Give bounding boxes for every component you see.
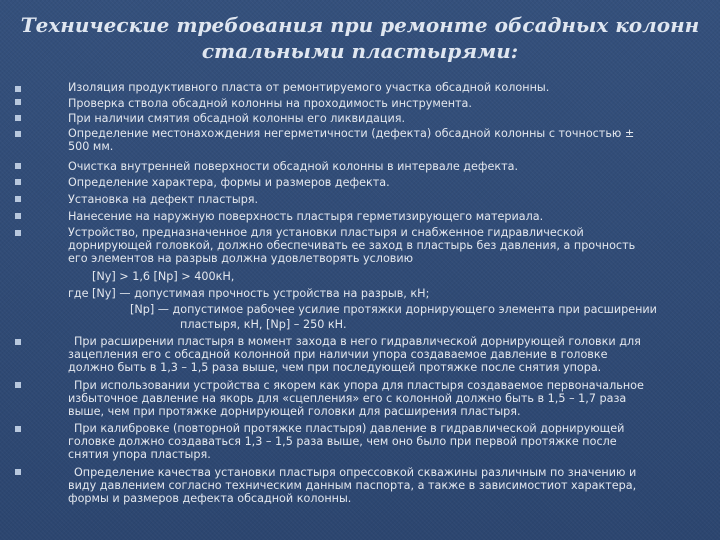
list-item-text: его элементов на разрыв должна удовлетворять условию <box>68 252 414 265</box>
square-bullet-icon <box>15 230 21 236</box>
square-bullet-icon <box>15 99 21 105</box>
square-bullet-icon <box>15 213 21 219</box>
list-item-text: формы и размеров дефекта обсадной колонны. <box>68 492 352 505</box>
square-bullet-icon <box>15 115 21 121</box>
square-bullet-icon <box>15 131 21 137</box>
title-line-1: Технические требования при ремонте обсадных колонн <box>20 13 700 37</box>
list-item-text: Очистка внутренней поверхности обсадной колонны в интервале дефекта. <box>68 160 519 173</box>
list-item-text: снятия упора пластыря. <box>68 448 211 461</box>
list-item-text: Изоляция продуктивного пласта от ремонтируемого участка обсадной колонны. <box>68 81 550 94</box>
formula-note: где [Ny] — допустимая прочность устройства на разрыв, кН; <box>68 287 430 300</box>
list-item-text: дорнирующей головкой, должно обеспечивать ее заход в пластырь без давления, а прочность <box>68 239 636 252</box>
square-bullet-icon <box>15 382 21 388</box>
list-item-text: Установка на дефект пластыря. <box>68 193 259 206</box>
formula-note: [Np] — допустимое рабочее усилие протяжки дорнирующего элемента при расширении <box>130 303 657 316</box>
list-item-text: При калибровке (повторной протяжке пластыря) давление в гидравлической дорнирующей <box>74 422 625 435</box>
square-bullet-icon <box>15 339 21 345</box>
list-item-text: головке должно создаваться 1,3 – 1,5 раза выше, чем оно было при первой протяжке после <box>68 435 617 448</box>
list-item-text: Проверка ствола обсадной колонны на проходимость инструмента. <box>68 97 472 110</box>
list-item-text: Устройство, предназначенное для установки пластыря и снабженное гидравлической <box>68 226 584 239</box>
square-bullet-icon <box>15 86 21 92</box>
list-item-text: виду давлением согласно техническим данным паспорта, а также в зависимостиот характера, <box>68 479 637 492</box>
formula-note: пластыря, кН, [Np] – 250 кН. <box>180 318 347 331</box>
list-item-text: При наличии смятия обсадной колонны его ликвидация. <box>68 112 406 125</box>
list-item-text: избыточное давление на якорь для «сцепления» его с колонной должно быть в 1,5 – 1,7 раза <box>68 392 627 405</box>
list-item-text: 500 мм. <box>68 140 114 153</box>
list-item-text: зацепления его с обсадной колонной при наличии упора создаваемое давление в головке <box>68 348 608 361</box>
list-item-text: При использовании устройства с якорем как упора для пластыря создаваемое первоначальное <box>74 379 644 392</box>
list-item-text: При расширении пластыря в момент захода в него гидравлической дорнирующей головки для <box>74 335 641 348</box>
square-bullet-icon <box>15 426 21 432</box>
title-line-2: стальными пластырями: <box>201 39 519 63</box>
list-item-text: Нанесение на наружную поверхность пластыря герметизирующего материала. <box>68 210 544 223</box>
list-item-text: Определение местонахождения негерметичности (дефекта) обсадной колонны с точностью ± <box>68 127 635 140</box>
list-item-text: выше, чем при протяжке дорнирующей головки для расширения пластыря. <box>68 405 521 418</box>
square-bullet-icon <box>15 179 21 185</box>
list-item-text: Определение характера, формы и размеров дефекта. <box>68 176 390 189</box>
square-bullet-icon <box>15 469 21 475</box>
list-item-text: Определение качества установки пластыря опрессовкой скважины различным по значению и <box>74 466 637 479</box>
list-item-text: должно быть в 1,3 – 1,5 раза выше, чем при последующей протяжке после снятия упора. <box>68 361 602 374</box>
formula-text: [Ny] > 1,6 [Np] > 400кН, <box>92 270 235 283</box>
square-bullet-icon <box>15 196 21 202</box>
square-bullet-icon <box>15 163 21 169</box>
